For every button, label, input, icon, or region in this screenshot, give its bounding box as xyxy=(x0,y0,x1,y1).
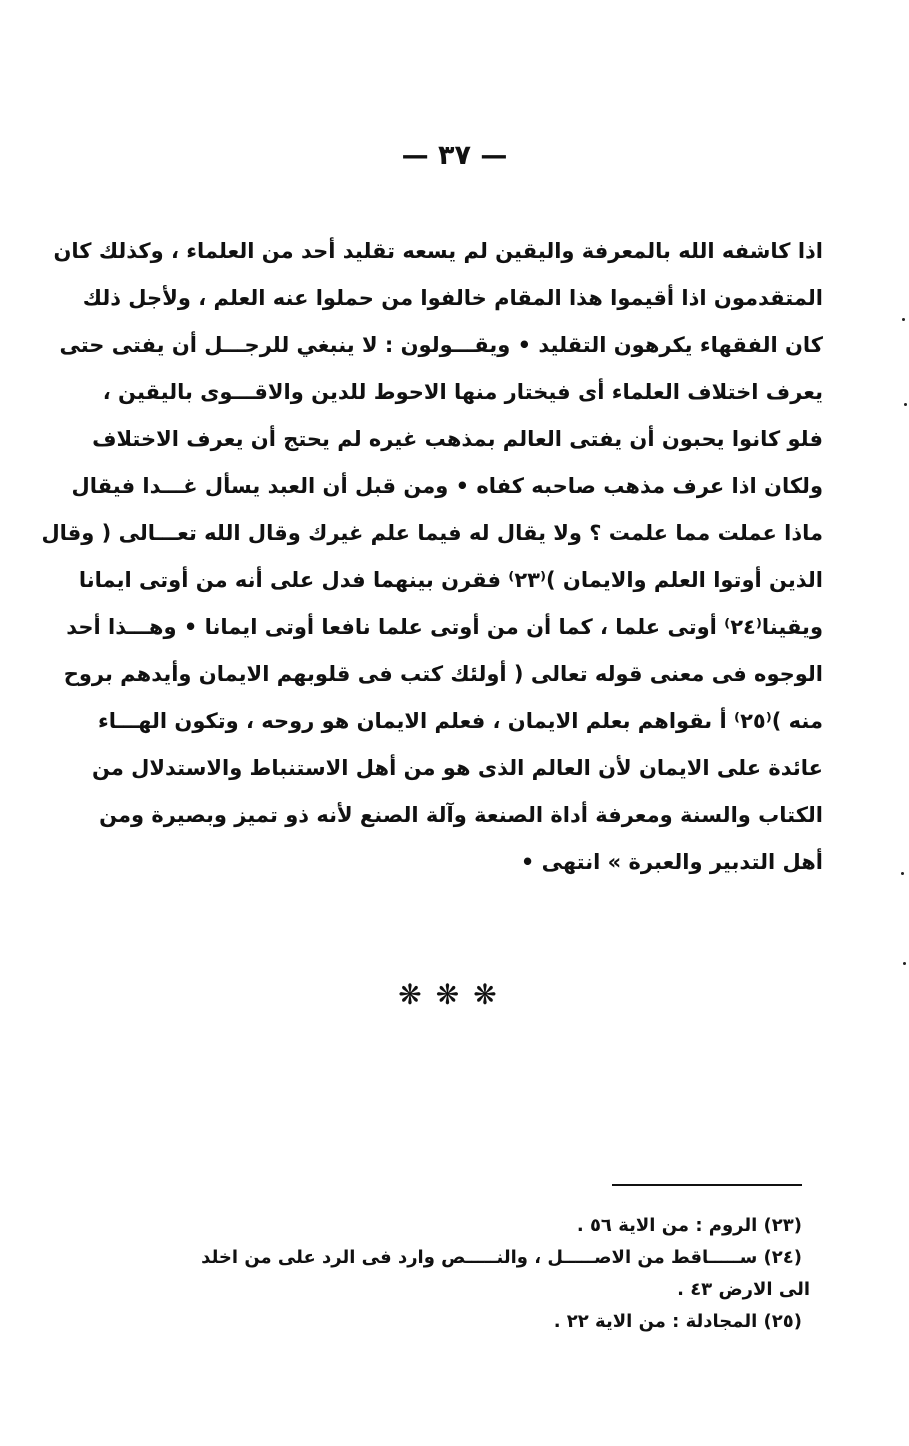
body-line: ويقينا⁽٢٤⁾ أوتى علما ، كما أن من أوتى علما نافعا أوتى ايمانا • وهـــذا أحد xyxy=(66,615,823,639)
body-line: الكتاب والسنة ومعرفة أداة الصنعة وآلة الصنع لأنه ذو تميز وبصيرة ومن xyxy=(99,803,823,827)
body-line: فلو كانوا يحبون أن يفتى العالم بمذهب غيره لم يحتج أن يعرف الاختلاف xyxy=(92,427,823,451)
scan-speck xyxy=(901,872,904,875)
footnote-line: (٢٣) الروم : من الاية ٥٦ . xyxy=(576,1215,802,1236)
body-line: الوجوه فى معنى قوله تعالى ( أولئك كتب فى قلوبهم الايمان وأيدهم بروح xyxy=(63,662,823,686)
body-line: ولكان اذا عرف مذهب صاحبه كفاه • ومن قبل أن العبد يسأل غـــدا فيقال xyxy=(71,474,823,498)
page-number: — ٣٧ — xyxy=(401,140,508,171)
scan-speck xyxy=(904,403,907,406)
footnote-divider xyxy=(612,1184,802,1186)
body-line: عائدة على الايمان لأن العالم الذى هو من أهل الاستنباط والاستدلال من xyxy=(91,756,823,780)
body-line: كان الفقهاء يكرهون التقليد • ويقـــولون : لا ينبغي للرجـــل أن يفتى حتى xyxy=(59,333,823,357)
body-line: ماذا عملت مما علمت ؟ ولا يقال له فيما علم غيرك وقال الله تعـــالى ( وقال xyxy=(41,521,823,545)
footnotes xyxy=(100,1210,810,1338)
body-line: اذا كاشفه الله بالمعرفة واليقين لم يسعه تقليد أحد من العلماء ، وكذلك كان xyxy=(53,239,823,263)
scan-speck xyxy=(903,962,906,965)
scan-speck xyxy=(902,318,905,321)
section-ornament: ❋❋❋ xyxy=(398,978,511,1011)
body-line: منه )⁽٢٥⁾ أ ىقواهم بعلم الايمان ، فعلم الايمان هو روحه ، وتكون الهـــاء xyxy=(98,709,823,733)
body-line: المتقدمون اذا أقيموا هذا المقام خالفوا من حملوا عنه العلم ، ولأجل ذلك xyxy=(82,286,823,310)
footnote-line: الى الارض ٤٣ . xyxy=(677,1279,810,1300)
footnote-line: (٢٤) ســـــاقط من الاصـــــل ، والنـــــص وارد فى الرد على من اخلد xyxy=(201,1247,802,1268)
body-text xyxy=(41,228,823,886)
body-line: الذين أوتوا العلم والايمان )⁽٢٣⁾ فقرن بينهما فدل على أنه من أوتى ايمانا xyxy=(78,568,823,592)
footnote-line: (٢٥) المجادلة : من الاية ٢٢ . xyxy=(553,1311,802,1332)
body-line: يعرف اختلاف العلماء أى فيختار منها الاحوط للدين والاقـــوى باليقين ، xyxy=(102,380,823,404)
body-line: أهل التدبير والعبرة » انتهى • xyxy=(520,850,823,874)
